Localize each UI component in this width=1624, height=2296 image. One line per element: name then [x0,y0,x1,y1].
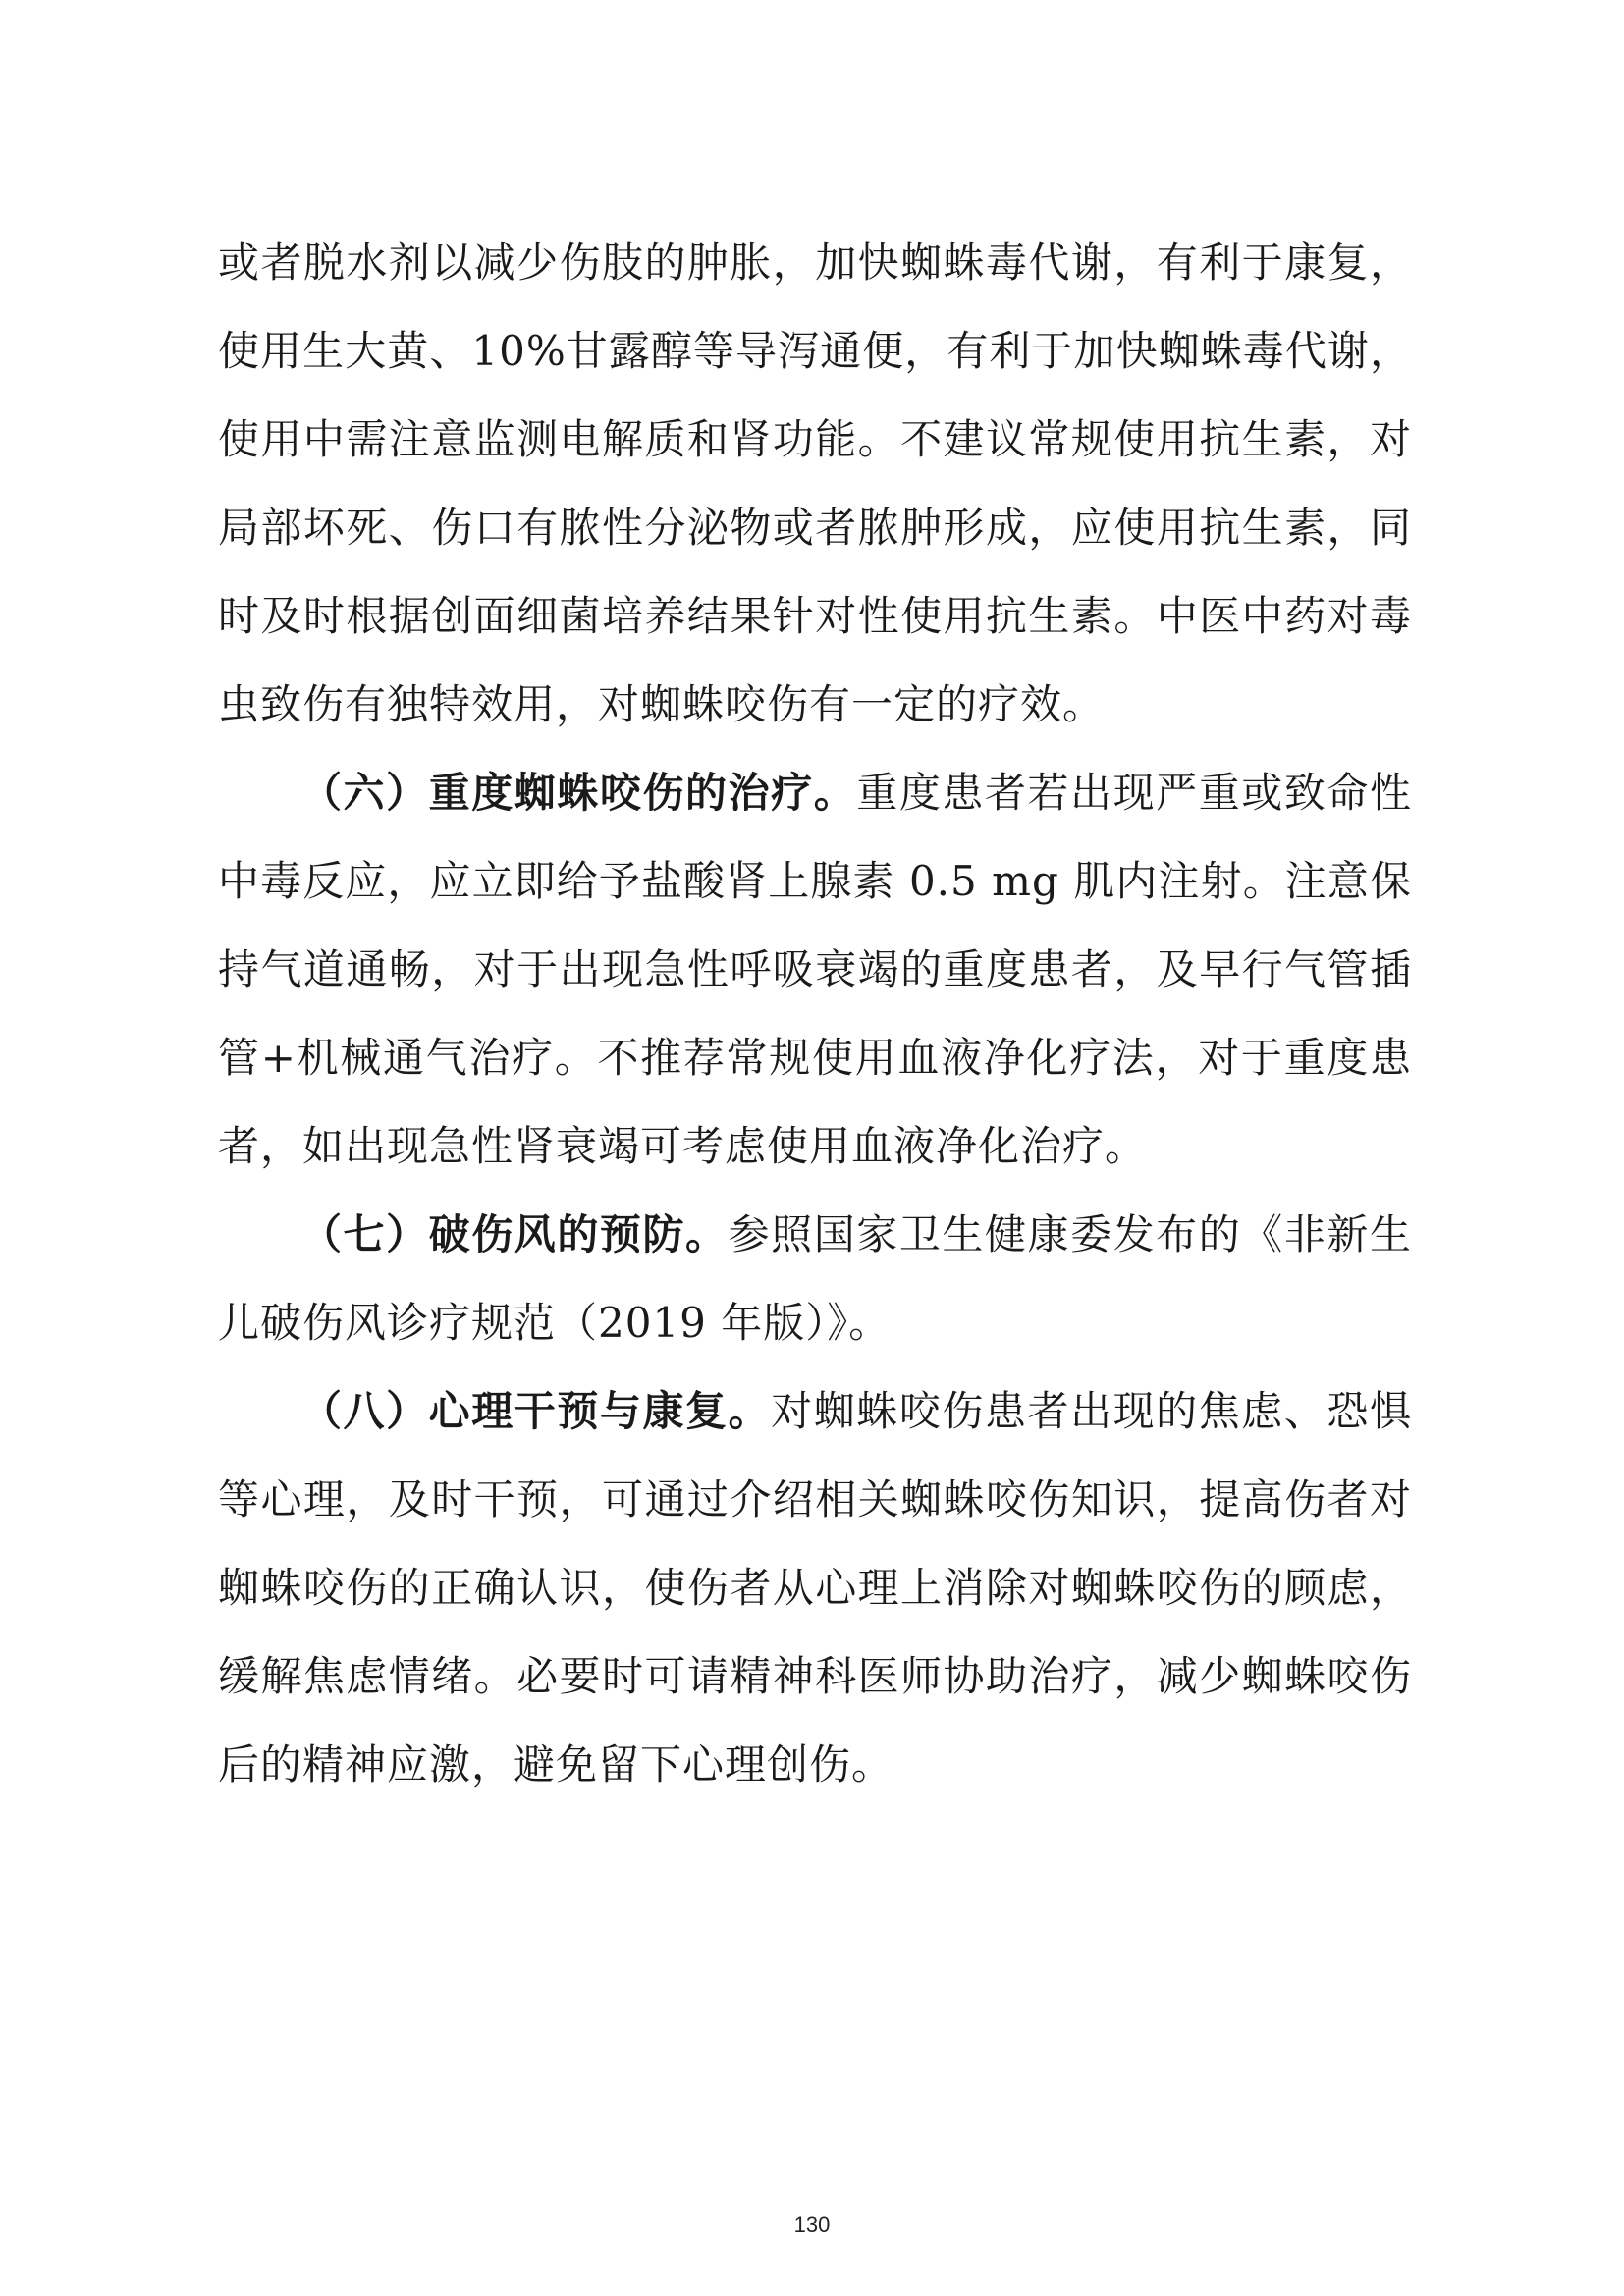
paragraph-continuation [218,219,1412,749]
section-heading: （六）重度蜘蛛咬伤的治疗。 [300,769,857,817]
paragraph-tetanus-prevention [218,1191,1412,1367]
section-heading: （八）心理干预与康复。 [300,1387,772,1435]
paragraph-text: 或者脱水剂以减少伤肢的肿胀，加快蜘蛛毒代谢，有利于康复，使用生大黄、10%甘露醇等导泻通便，有利于加快蜘蛛毒代谢，使用中需注意监测电解质和肾功能。不建议常规使用抗生素，对局部坏死、伤口有脓性分泌物或者脓肿形成，应使用抗生素，同时及时根据创面细菌培养结果针对性使用抗生素。中医中药对毒虫致伤有独特效用，对蜘蛛咬伤有一定的疗效。 [218,239,1412,728]
paragraph-psychological-intervention [218,1367,1412,1809]
section-heading: （七）破伤风的预防。 [300,1210,729,1258]
paragraph-severe-spider-bite-treatment [218,749,1412,1191]
paragraph-text: 参照国家卫生健康委发布的《非新生儿破伤风诊疗规范（2019 年版）》。 [218,1210,1412,1347]
paragraph-text: 重度患者若出现严重或致命性中毒反应，应立即给予盐酸肾上腺素 0.5 mg 肌内注射。注意保持气道通畅，对于出现急性呼吸衰竭的重度患者，及早行气管插管+机械通气治疗。不推荐常规使用血液净化疗法，对于重度患者，如出现急性肾衰竭可考虑使用血液净化治疗。 [218,769,1412,1170]
document-body [218,219,1412,1809]
paragraph-text: 对蜘蛛咬伤患者出现的焦虑、恐惧等心理，及时干预，可通过介绍相关蜘蛛咬伤知识，提高伤者对蜘蛛咬伤的正确认识，使伤者从心理上消除对蜘蛛咬伤的顾虑，缓解焦虑情绪。必要时可请精神科医师协助治疗，减少蜘蛛咬伤后的精神应激，避免留下心理创伤。 [218,1387,1412,1789]
page-number: 130 [793,2213,831,2237]
